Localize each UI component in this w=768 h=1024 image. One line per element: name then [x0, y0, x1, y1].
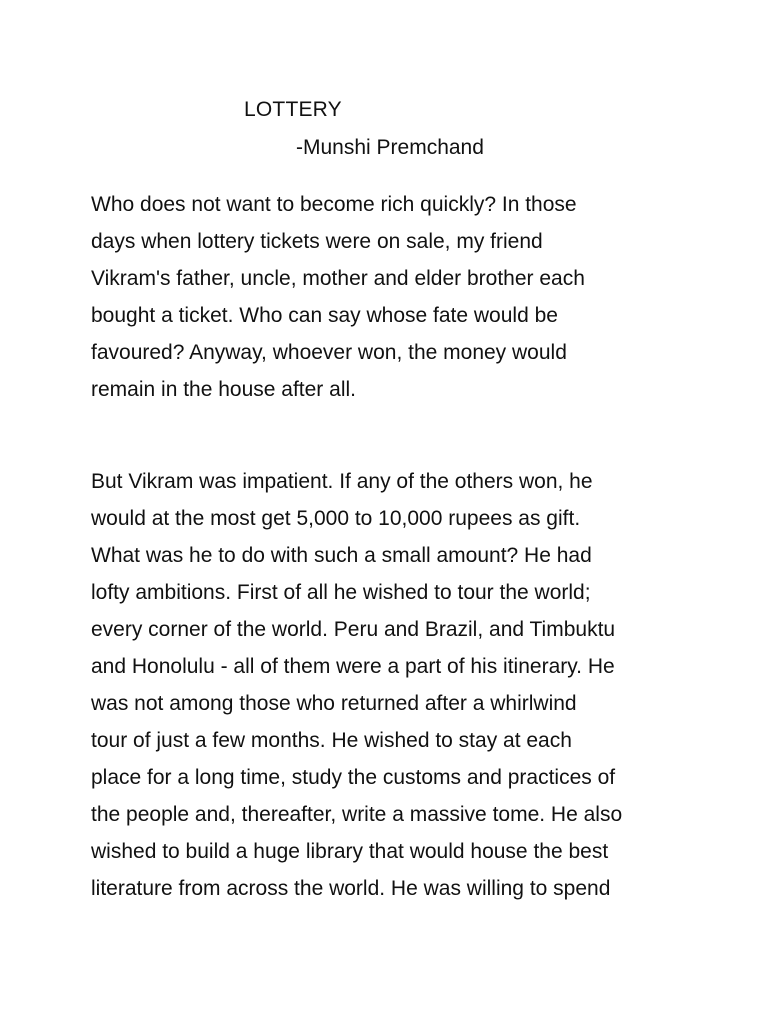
text-line: remain in the house after all. [91, 378, 356, 401]
paragraph-2 [91, 463, 691, 907]
text-line: tour of just a few months. He wished to stay at each [91, 729, 572, 752]
story-title: LOTTERY [244, 98, 342, 121]
text-line: favoured? Anyway, whoever won, the money would [91, 341, 567, 364]
text-line: wished to build a huge library that would house the best [91, 840, 609, 863]
text-line: But Vikram was impatient. If any of the others won, he [91, 470, 593, 493]
text-line: Who does not want to become rich quickly? In those [91, 193, 577, 216]
text-line: the people and, thereafter, write a massive tome. He also [91, 803, 623, 826]
text-line: was not among those who returned after a whirlwind [91, 692, 577, 715]
text-line: every corner of the world. Peru and Brazil, and Timbuktu [91, 618, 616, 641]
text-line: place for a long time, study the customs and practices of [91, 766, 616, 789]
text-line: What was he to do with such a small amount? He had [91, 544, 592, 567]
paragraph-1 [91, 186, 691, 408]
text-line: days when lottery tickets were on sale, my friend [91, 230, 543, 253]
text-line: bought a ticket. Who can say whose fate would be [91, 304, 558, 327]
text-line: and Honolulu - all of them were a part of his itinerary. He [91, 655, 615, 678]
text-line: would at the most get 5,000 to 10,000 rupees as gift. [91, 507, 581, 530]
text-line: Vikram's father, uncle, mother and elder brother each [91, 267, 585, 290]
text-line: literature from across the world. He was willing to spend [91, 877, 611, 900]
story-author: -Munshi Premchand [296, 136, 484, 159]
text-line: lofty ambitions. First of all he wished to tour the world; [91, 581, 591, 604]
